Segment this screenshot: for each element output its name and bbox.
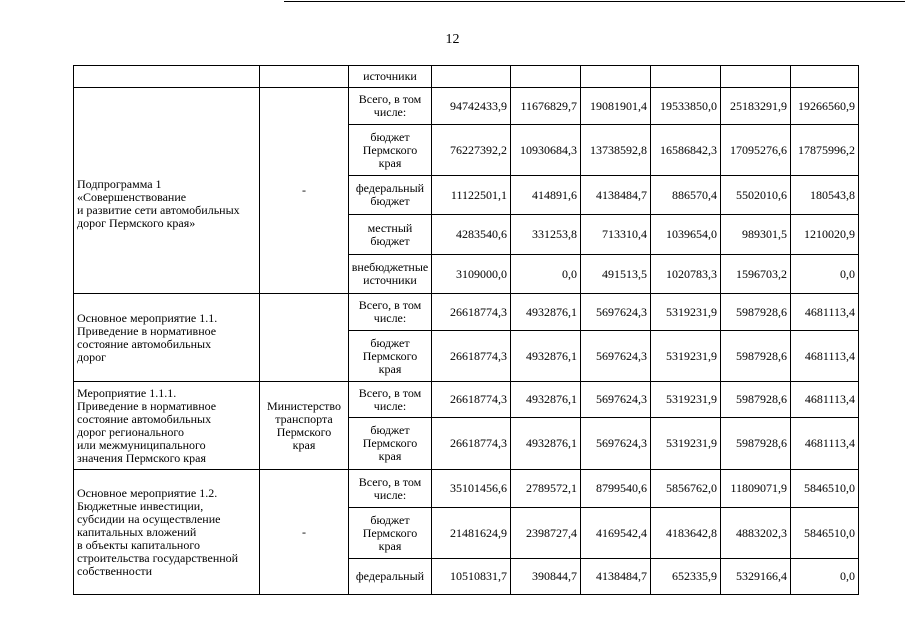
- amount-cell: 26618774,3: [432, 331, 511, 382]
- amount-cell: 4932876,1: [511, 382, 581, 418]
- amount-cell: 26618774,3: [432, 294, 511, 331]
- amount-cell: 2398727,4: [511, 508, 581, 559]
- amount-cell: 94742433,9: [432, 88, 511, 125]
- amount-cell: 19081901,4: [581, 88, 651, 125]
- amount-cell: 5987928,6: [721, 418, 791, 470]
- executor-cell: Министерство транспорта Пермского края: [260, 382, 349, 470]
- amount-cell: 5846510,0: [791, 470, 859, 508]
- amount-cell: 0,0: [791, 559, 859, 595]
- amount-cell: 19266560,9: [791, 88, 859, 125]
- amount-cell: 5319231,9: [651, 294, 721, 331]
- amount-cell: 11809071,9: [721, 470, 791, 508]
- amount-cell: 11122501,1: [432, 176, 511, 215]
- amount-cell: 4883202,3: [721, 508, 791, 559]
- amount-cell: 16586842,3: [651, 125, 721, 176]
- amount-cell: 4183642,8: [651, 508, 721, 559]
- amount-cell: 390844,7: [511, 559, 581, 595]
- executor-cell: -: [260, 88, 349, 294]
- amount-cell: 4138484,7: [581, 559, 651, 595]
- amount-cell: 5319231,9: [651, 331, 721, 382]
- funding-source-cell: Всего, в том числе:: [349, 382, 432, 418]
- amount-cell: 8799540,6: [581, 470, 651, 508]
- program-name-cell: Подпрограмма 1 «Совершенствование и развитие сети автомобильных дорог Пермского края»: [74, 88, 260, 294]
- budget-table: [73, 65, 859, 595]
- amount-cell: 1596703,2: [721, 255, 791, 294]
- amount-cell: 989301,5: [721, 215, 791, 255]
- amount-cell: 76227392,2: [432, 125, 511, 176]
- table-row: [74, 88, 859, 125]
- amount-cell: 5856762,0: [651, 470, 721, 508]
- amount-cell: 17095276,6: [721, 125, 791, 176]
- amount-cell: 4932876,1: [511, 331, 581, 382]
- amount-cell: 5987928,6: [721, 294, 791, 331]
- funding-source-cell: бюджет Пермского края: [349, 125, 432, 176]
- program-name-cell: Основное мероприятие 1.2. Бюджетные инвестиции, субсидии на осуществление капитальных вложений в объекты капитального строительства государственной собственности: [74, 470, 260, 595]
- amount-cell: 21481624,9: [432, 508, 511, 559]
- amount-cell: 4932876,1: [511, 294, 581, 331]
- amount-cell: 0,0: [791, 255, 859, 294]
- amount-cell: 4138484,7: [581, 176, 651, 215]
- amount-cell: 1210020,9: [791, 215, 859, 255]
- amount-cell: 5502010,6: [721, 176, 791, 215]
- amount-cell: 414891,6: [511, 176, 581, 215]
- executor-cell: -: [260, 470, 349, 595]
- amount-cell: 4283540,6: [432, 215, 511, 255]
- amount-cell: 4169542,4: [581, 508, 651, 559]
- amount-cell: 3109000,0: [432, 255, 511, 294]
- amount-cell: 180543,8: [791, 176, 859, 215]
- top-rule: [284, 1, 905, 2]
- funding-source-cell: федеральный бюджет: [349, 176, 432, 215]
- header-source-cell: источники: [349, 66, 432, 88]
- header-empty-value: [511, 66, 581, 88]
- amount-cell: 4681113,4: [791, 331, 859, 382]
- funding-source-cell: федеральный: [349, 559, 432, 595]
- funding-source-cell: Всего, в том числе:: [349, 294, 432, 331]
- funding-source-cell: бюджет Пермского края: [349, 418, 432, 470]
- amount-cell: 331253,8: [511, 215, 581, 255]
- amount-cell: 0,0: [511, 255, 581, 294]
- program-name-cell: Основное мероприятие 1.1. Приведение в нормативное состояние автомобильных дорог: [74, 294, 260, 382]
- header-empty-value: [721, 66, 791, 88]
- funding-source-cell: внебюджетные источники: [349, 255, 432, 294]
- header-empty-executor: [260, 66, 349, 88]
- amount-cell: 5697624,3: [581, 294, 651, 331]
- table-row: [74, 382, 859, 418]
- amount-cell: 11676829,7: [511, 88, 581, 125]
- amount-cell: 4681113,4: [791, 418, 859, 470]
- amount-cell: 652335,9: [651, 559, 721, 595]
- funding-source-cell: бюджет Пермского края: [349, 331, 432, 382]
- amount-cell: 491513,5: [581, 255, 651, 294]
- amount-cell: 2789572,1: [511, 470, 581, 508]
- amount-cell: 5987928,6: [721, 382, 791, 418]
- amount-cell: 713310,4: [581, 215, 651, 255]
- amount-cell: 4932876,1: [511, 418, 581, 470]
- amount-cell: 17875996,2: [791, 125, 859, 176]
- executor-cell: [260, 294, 349, 382]
- page-number: 12: [445, 32, 460, 47]
- header-empty-program: [74, 66, 260, 88]
- amount-cell: 5697624,3: [581, 382, 651, 418]
- header-empty-value: [791, 66, 859, 88]
- amount-cell: 5987928,6: [721, 331, 791, 382]
- amount-cell: 4681113,4: [791, 382, 859, 418]
- amount-cell: 26618774,3: [432, 418, 511, 470]
- amount-cell: 5329166,4: [721, 559, 791, 595]
- header-empty-value: [581, 66, 651, 88]
- amount-cell: 25183291,9: [721, 88, 791, 125]
- funding-source-cell: бюджет Пермского края: [349, 508, 432, 559]
- amount-cell: 5319231,9: [651, 418, 721, 470]
- table-row: [74, 470, 859, 508]
- amount-cell: 13738592,8: [581, 125, 651, 176]
- header-empty-value: [432, 66, 511, 88]
- amount-cell: 26618774,3: [432, 382, 511, 418]
- amount-cell: 1039654,0: [651, 215, 721, 255]
- table-row: [74, 294, 859, 331]
- amount-cell: 35101456,6: [432, 470, 511, 508]
- funding-source-cell: местный бюджет: [349, 215, 432, 255]
- header-row: [74, 66, 859, 88]
- amount-cell: 1020783,3: [651, 255, 721, 294]
- program-name-cell: Мероприятие 1.1.1. Приведение в нормативное состояние автомобильных дорог регионального или межмуниципального значения Пермского края: [74, 382, 260, 470]
- amount-cell: 19533850,0: [651, 88, 721, 125]
- amount-cell: 886570,4: [651, 176, 721, 215]
- amount-cell: 10930684,3: [511, 125, 581, 176]
- header-empty-value: [651, 66, 721, 88]
- amount-cell: 10510831,7: [432, 559, 511, 595]
- funding-source-cell: Всего, в том числе:: [349, 88, 432, 125]
- amount-cell: 5697624,3: [581, 418, 651, 470]
- funding-source-cell: Всего, в том числе:: [349, 470, 432, 508]
- amount-cell: 5697624,3: [581, 331, 651, 382]
- amount-cell: 5319231,9: [651, 382, 721, 418]
- amount-cell: 4681113,4: [791, 294, 859, 331]
- amount-cell: 5846510,0: [791, 508, 859, 559]
